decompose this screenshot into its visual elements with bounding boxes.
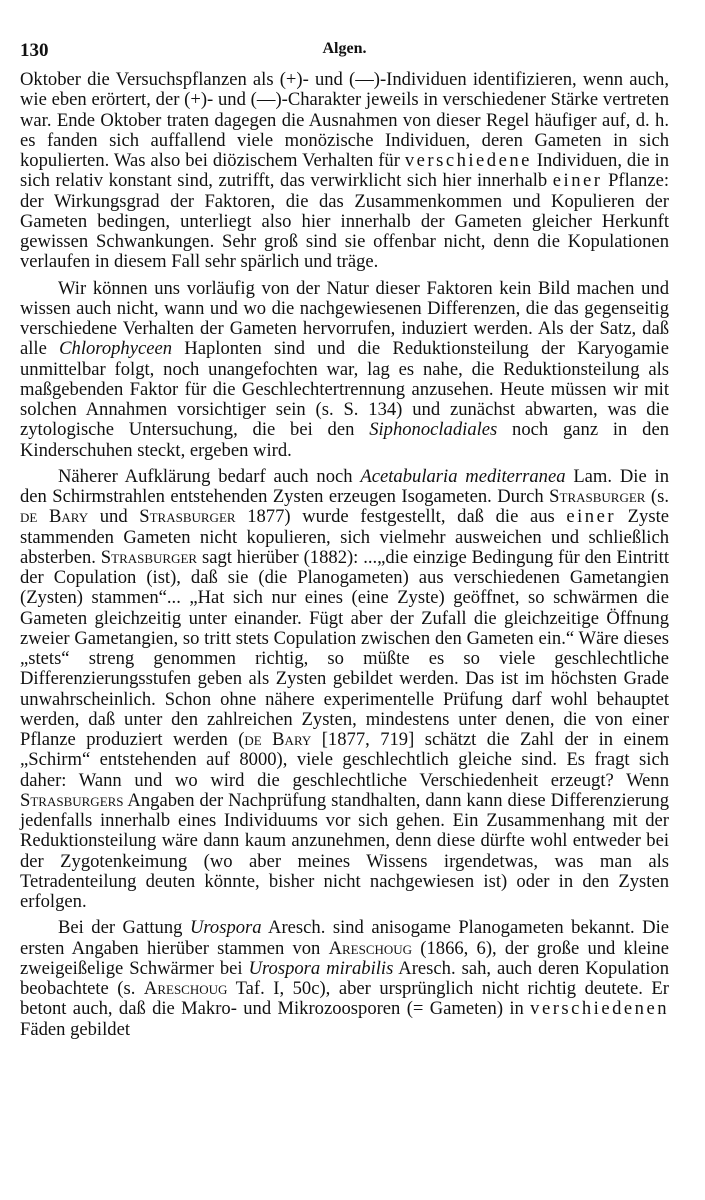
italic-term: Chlorophyceen — [59, 338, 173, 360]
paragraph-2 — [20, 279, 669, 461]
page-header — [20, 40, 669, 70]
page-number: 130 — [20, 40, 49, 61]
small-caps-name: de Bary — [244, 729, 312, 750]
text-run: Angaben der Nachprüfung standhalten, dann kann diese Differenzierung jedenfalls innerhalb eines Individuums vor sich gehen. Ein Zusammenhang mit der Reduktionsteilung wäre dann kaum anzunehmen, denn diese dürfte wohl entweder bei der Zygotenkeimung (wo aber meines Wissens irgendetwas, was man als Tetradenteilung deuten könnte, bisher nicht nachgewiesen ist) oder in den Zysten erfolgen. — [20, 789, 669, 912]
text-run: [1877, 719] schätzt die Zahl der in einem „Schirm“ entstehenden auf 8000), viele geschlechtlich gleiche sind. Es fragt sich daher: Wann und wo wird die geschlechtliche Verschiedenheit erzeugt? Wenn — [20, 729, 669, 791]
text-run: Individuen, die in sich relativ konstant sind, zutrifft, das verwirklicht sich hier innerhalb — [20, 150, 669, 192]
small-caps-name: Areschoug — [328, 937, 413, 959]
text-run: Wir können uns vorläufig von der Natur dieser Faktoren kein Bild machen und wissen auch nicht, wann und wo die nachgewiesenen Differenzen, die das gegenseitig verschiedene Verhalten der Gameten hervorrufen, induziert werden. Als der Satz, daß alle — [20, 277, 669, 360]
text-run: (1866, 6), der große und kleine zweigeißelige Schwärmer bei — [20, 937, 669, 979]
spaced-emphasis: verschiedenen — [530, 998, 669, 1020]
italic-term: Urospora mirabilis — [248, 957, 394, 979]
paragraph-1 — [20, 70, 669, 273]
paragraph-4 — [20, 918, 669, 1040]
text-run: Lam. Die in den Schirmstrahlen entstehenden Zysten erzeugen Isogameten. Durch — [20, 465, 669, 507]
text-run: (s. — [645, 486, 669, 507]
spaced-emphasis: einer — [566, 506, 617, 528]
paragraph-3 — [20, 467, 669, 913]
text-run: Näherer Aufklärung bedarf auch noch — [58, 465, 361, 487]
text-run: sagt hierüber (1882): ...„die einzige Bedingung für den Eintritt der Copulation (ist), daß sie (die Planogameten) aus verschiedenen Gametangien (Zysten) stammen“... „Hat sich nur eines (eine Zyste) geöffnet, so schwärmen die Gameten gleichzeitig unter einander. Fügt aber der Zufall die gleichzeitige Öffnung zweier Gametangien, so tritt stets Copulation zwischen den Gameten ein.“ Wäre dieses „stets“ streng genommen richtig, so müßte es so viele geschlechtliche Differenzierungsstufen geben als Zysten gebildet werden. Das ist im höchsten Grade unwahrscheinlich. Schon ohne nähere experimentelle Prüfung darf wohl behauptet werden, daß unter den zahlreichen Zysten, mindestens unter denen, die von einer Pflanze produziert werden ( — [20, 546, 670, 750]
italic-term: Siphonocladiales — [369, 419, 498, 441]
text-run: Aresch. sind anisogame Planogameten bekannt. Die ersten Angaben hierüber stammen von — [20, 917, 669, 959]
small-caps-name: Strasburger — [100, 546, 198, 568]
small-caps-name: Strasburgers — [20, 789, 124, 811]
text-run: Bei der Gattung — [58, 917, 190, 939]
text-run: Haplonten sind und die Reduktionsteilung der Karyogamie unmittelbar folgt, noch unangefochten war, lag es nahe, die Reduktionsteilung als maßgebenden Faktor für die Geschlechtertrennung anzusehen. Heute müssen wir mit solchen Annahmen vorsichtiger sein (s. S. 134) und zunächst abwarten, was die zytologische Untersuchung, die bei den — [20, 338, 669, 441]
text-run: Pflanze: der Wirkungsgrad der Faktoren, die das Zusammenkommen und Kopulieren der Gameten bedingen, unterliegt also hier innerhalb der Gameten gleicher Herkunft gewissen Schwankungen. Sehr groß sind sie offenbar nicht, denn die Kopulationen verlaufen in diesem Fall sehr spärlich und träge. — [20, 170, 669, 273]
spaced-emphasis: verschiedene — [404, 150, 532, 171]
text-run: Fäden gebildet — [20, 1018, 130, 1040]
italic-term: Urospora — [189, 917, 262, 939]
text-run: und — [88, 506, 140, 528]
small-caps-name: Areschoug — [143, 978, 228, 999]
text-run: noch ganz in den Kinderschuhen steckt, ergeben wird. — [20, 419, 669, 461]
text-run: Oktober die Versuchspflanzen als (+)- und (—)-Individuen identifizieren, wenn auch, wie eben erörtert, der (+)- und (—)-Charakter jeweils in verschiedener Stärke vertreten war. Ende Oktober traten dagegen die Ausnahmen von dieser Regel häufiger auf, d. h. es fanden sich auffallend viele monözische Individuen, deren Gameten in sich kopulierten. Was also bei diözischem Verhalten für — [20, 69, 669, 171]
running-title: Algen. — [322, 40, 367, 57]
text-run: Aresch. sah, auch deren Kopulation beobachtete (s. — [20, 957, 669, 999]
text-run: Zyste stammenden Gameten nicht kopulieren, sich vielmehr ausweichen und schließlich absterben. — [20, 506, 669, 568]
small-caps-name: Strasburger — [549, 486, 646, 507]
spaced-emphasis: einer — [552, 170, 603, 192]
text-run: Taf. I, 50c), aber ursprünglich nicht richtig deutete. Er betont auch, daß die Makro- und Mikrozoosporen (= Gameten) in — [20, 978, 669, 1020]
small-caps-name: de Bary — [20, 506, 89, 528]
text-run: 1877) wurde festgestellt, daß die aus — [235, 506, 567, 528]
italic-term: Acetabularia mediterranea — [360, 465, 566, 487]
small-caps-name: Strasburger — [139, 506, 236, 528]
